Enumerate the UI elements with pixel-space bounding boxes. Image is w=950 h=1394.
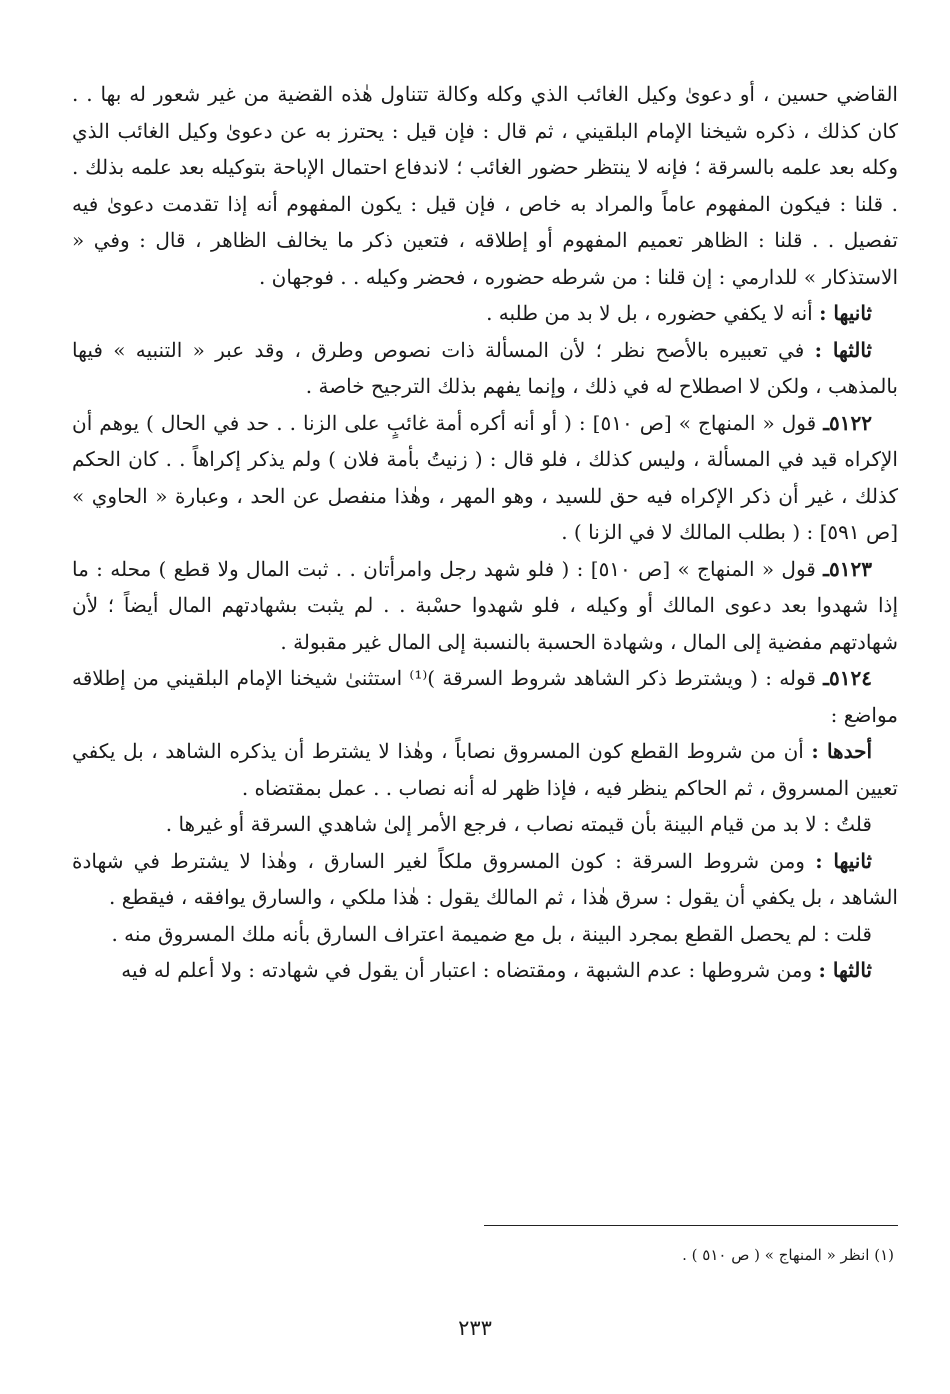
paragraph-2	[72, 295, 898, 332]
paragraph-6	[72, 660, 898, 733]
paragraph-text: ومن شروطها : عدم الشبهة ، ومقتضاه : اعتبار أن يقول في شهادته : ولا أعلم له فيه	[121, 958, 819, 982]
paragraph-lead: أحدها :	[811, 739, 873, 763]
paragraph-text: ومن شروط السرقة : كون المسروق ملكاً لغير السارق ، وهٰذا لا يشترط في شهادة الشاهد ، بل يكفي أن يقول : سرق هٰذا ، ثم المالك يقول : هٰذا ملكي ، والسارق يوافقه ، فيقطع .	[72, 848, 898, 909]
paragraph-text: قول « المنهاج » [ص ٥١٠] : ( أو أنه أكره أمة غائبٍ على الزنا . . حد في الحال ) يوهم أن الإكراه قيد في المسألة ، وليس كذلك ، فلو قال : ( زنيتُ بأمة فلان ) ولم يذكر إكراهاً . . كان الحكم كذلك ، غير أن ذكر الإكراه فيه حق للسيد ، وهو المهر ، وهٰذا منفصل عن الحد ، وعبارة « الحاوي » [ص ٥٩١] : ( بطلب المالك لا في الزنا ) .	[72, 410, 898, 544]
footnote: (١) انظر « المنهاج » ( ص ٥١٠ ) .	[682, 1246, 894, 1264]
paragraph-lead: ثالثها :	[814, 337, 872, 362]
paragraph-1	[72, 76, 898, 295]
paragraph-text: في تعبيره بالأصح نظر ؛ لأن المسألة ذات نصوص وطرق ، وقد عبر « التنبيه » فيها بالمذهب ، ولكن لا اصطلاح له في ذلك ، وإنما يفهم بذلك الترجيح خاصة .	[72, 337, 898, 398]
paragraph-5	[72, 551, 898, 661]
paragraph-10	[72, 916, 898, 953]
paragraph-lead: ثالثها :	[818, 958, 872, 982]
paragraph-text: أنه لا يكفي حضوره ، بل لا بد من طلبه .	[486, 301, 820, 325]
page-number: ٢٣٣	[458, 1316, 492, 1340]
paragraph-text: أن من شروط القطع كون المسروق نصاباً ، وهٰذا لا يشترط أن يذكره الشاهد ، بل يكفي تعيين المسروق ، ثم الحاكم ينظر فيه ، فإذا ظهر له أنه نصاب . . عمل بمقتضاه .	[72, 739, 898, 800]
paragraph-7	[72, 733, 898, 806]
item-number: ٥١٢٣ـ	[823, 556, 872, 581]
paragraph-text: قلت : لم يحصل القطع بمجرد البينة ، بل مع ضميمة اعتراف السارق بأنه ملك المسروق منه .	[111, 921, 872, 946]
paragraph-text: القاضي حسين ، أو دعوىٰ وكيل الغائب الذي وكله وكالة تتناول هٰذه القضية من غير شعور له بها . . كان كذلك ، ذكره شيخنا الإمام البلقيني ، ثم قال : فإن قيل : يحترز به عن دعوىٰ وكيل الغائب الذي وكله بعد علمه بالسرقة ؛ فإنه لا ينتظر حضور الغائب ؛ لاندفاع احتمال الإباحة بتوكيله بعد علمه بذلك . . قلنا : فيكون المفهوم عاماً والمراد به خاص ، فإن قيل : يكون المفهوم أنه إذا تقدمت دعوىٰ فيه تفصيل . . قلنا : الظاهر تعميم المفهوم أو إطلاقه ، فتعين ذكر ما يخالف الظاهر ، قال : وفي « الاستذكار » للدارمي : إن قلنا : من شرطه حضوره ، فحضر وكيله . . فوجهان .	[72, 82, 898, 289]
paragraph-8	[72, 806, 898, 843]
item-number: ٥١٢٢ـ	[823, 410, 873, 435]
paragraph-lead: ثانيها :	[819, 301, 872, 325]
page-body	[72, 76, 898, 989]
paragraph-3	[72, 332, 898, 405]
paragraph-lead: ثانيها :	[815, 848, 872, 873]
paragraph-4	[72, 405, 898, 551]
item-number: ٥١٢٤ـ	[823, 666, 872, 690]
paragraph-9	[72, 843, 898, 916]
paragraph-text: قول « المنهاج » [ص ٥١٠] : ( فلو شهد رجل وامرأتان . . ثبت المال ولا قطع ) محله : ما إذا شهدوا بعد دعوى المالك أو وكيله ، فلو شهدوا حسْبة . . لم يثبت بشهادتهم المال أيضاً ؛ لأن شهادتهم مفضية إلى المال ، وشهادة الحسبة بالنسبة إلى المال غير مقبولة .	[72, 556, 898, 654]
footnote-separator	[484, 1225, 898, 1226]
paragraph-text: قوله : ( ويشترط ذكر الشاهد شروط السرقة )⁽¹⁾ استثنىٰ شيخنا الإمام البلقيني من إطلاقه مواضع :	[72, 666, 898, 727]
paragraph-11	[72, 952, 898, 989]
paragraph-text: قلتُ : لا بد من قيام البينة بأن قيمته نصاب ، فرجع الأمر إلىٰ شاهدي السرقة أو غيرها .	[165, 812, 872, 836]
